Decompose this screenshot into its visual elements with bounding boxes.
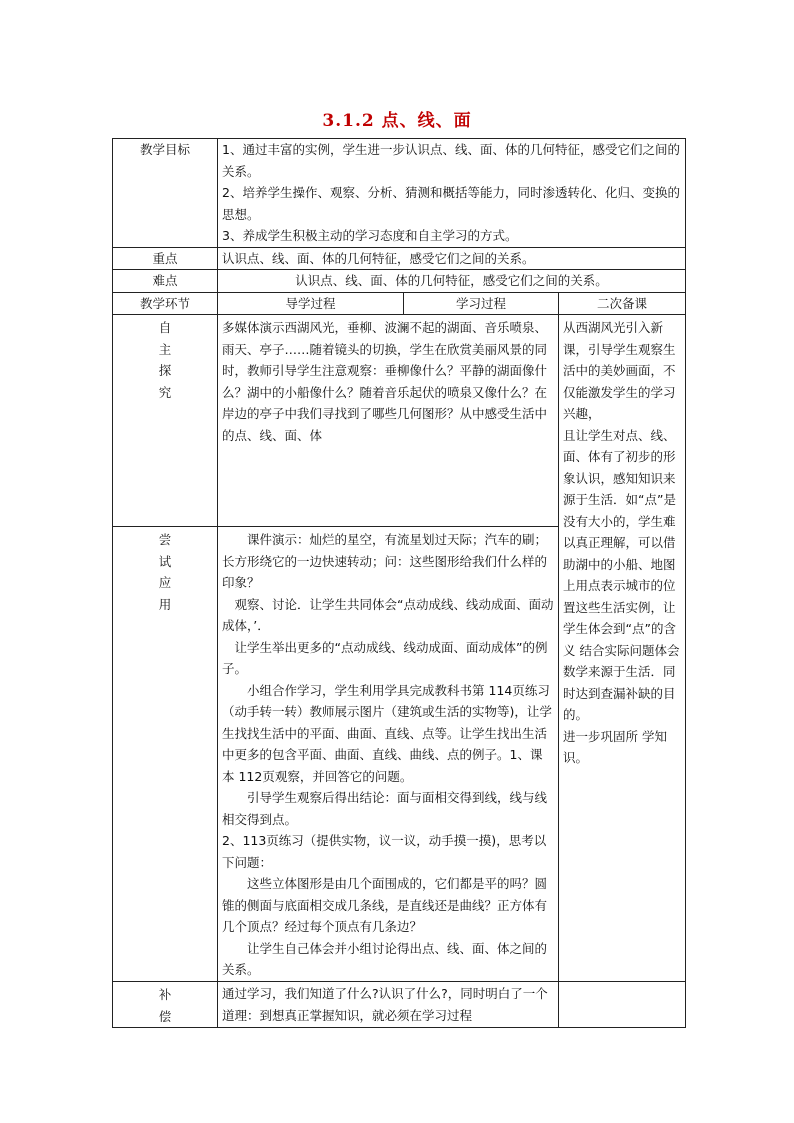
goals-label: 教学目标 [113,139,218,248]
goal-item: 1、通过丰富的实例，学生进一步认识点、线、面、体的几何特征，感受它们之间的关系。 [222,142,680,179]
goals-content [218,139,686,248]
note-main: 且让学生对点、线、面、体有了初步的形象认识，感知知识来源于生活．如“点”是没有大小的，学生难以真正理解，可以借助湖中的小船、地图上用点表示城市的位置这些生活实例，让学生体会到“点”的含义 结合实际问题体会数学来源于生活．同时达到查漏补缺的目的。 [563,427,680,722]
header-guide: 导学过程 [218,292,404,315]
compensate-content: 通过学习，我们知道了什么?认识了什么?，同时明白了一个道理：到想真正掌握知识，就必须在学习过程 [218,982,559,1028]
apply-para: 观察、讨论．让学生共同体会“点动成线、线动成面、面动成体，’． [222,596,554,633]
compensate-char: 补 [158,987,172,1002]
explore-char: 究 [158,384,172,400]
explore-char: 主 [158,341,172,357]
compensate-label [113,982,218,1028]
goal-item: 2、培养学生操作、观察、分析、猜测和概括等能力，同时渗透转化、化归、变换的思想。 [222,185,680,222]
difficulty-row [113,270,686,293]
apply-char: 尝 [158,532,172,547]
compensate-row [113,982,686,1028]
apply-label [113,527,218,982]
difficulty-text: 认识点、线、面、体的几何特征，感受它们之间的关系。 [218,270,686,293]
apply-char: 应 [158,575,172,590]
apply-para: 这些立体图形是由几个面围成的，它们都是平的吗？圆锥的侧面与底面相交成几条线，是直线还是曲线？正方体有几个顶点？经过每个顶点有几条边？ [222,876,548,934]
key-text: 认识点、线、面、体的几何特征，感受它们之间的关系。 [218,247,686,270]
explore-char: 探 [158,363,172,378]
goal-item: 3、养成学生积极主动的学习态度和自主学习的方式。 [222,228,518,243]
apply-char: 试 [158,553,172,569]
compensate-notes [559,982,686,1028]
apply-para: 小组合作学习，学生利用学具完成教科书第 114页练习（动手转一转）教师展示图片（建筑或生活的实物等)，让学生找找生活中的平面、曲面、直线、点等。让学生找出生活中更多的包含平面、曲面、直线、曲线、点的例子。1、课本 112页观察，并回答它的问题。 [222,682,552,784]
difficulty-label: 难点 [113,270,218,293]
key-row [113,247,686,270]
apply-para: 2、113页练习（提供实物，议一议，动手摸一摸)，思考以下问题： [222,833,547,870]
apply-para: 让学生自己体会并小组讨论得出点、线、面、体之间的关系。 [222,940,548,977]
goals-row [113,139,686,248]
header-notes: 二次备课 [559,292,686,315]
header-row [113,292,686,315]
page-title: 3.1.2 点、线、面 [322,111,472,131]
apply-para: 让学生举出更多的“点动成线、线动成面、面动成体”的例子。 [222,639,548,676]
key-label: 重点 [113,247,218,270]
lesson-plan-table [112,138,686,1028]
compensate-char: 偿 [158,1008,172,1024]
explore-row [113,315,686,527]
header-phase: 教学环节 [113,292,218,315]
apply-content [218,527,559,982]
note-consolidate: 进一步巩固所 学知识。 [563,728,667,765]
explore-char: 自 [158,320,172,335]
header-learn: 学习过程 [404,292,559,315]
apply-para: 课件演示：灿烂的星空，有流星划过天际；汽车的刷；长方形绕它的一边快速转动；问：这些图形给我们什么样的印象？ [222,532,548,590]
explore-content: 多媒体演示西湖风光，垂柳、波澜不起的湖面、音乐喷泉、雨天、亭子……随着镜头的切换，学生在欣赏美丽风景的同时，教师引导学生注意观察：垂柳像什么？平静的湖面像什么？湖中的小船像什么？随着音乐起伏的喷泉又像什么？在岸边的亭子中我们寻找到了哪些几何图形？从中感受生活中的点、线、面、体 [218,315,559,527]
apply-char: 用 [158,596,172,612]
apply-para: 引导学生观察后得出结论：面与面相交得到线，线与线相交得到点。 [222,790,548,827]
note-intro: 从西湖风光引入新课，引导学生观察生活中的美妙画面，不仅能激发学生的学习兴趣， [563,320,676,421]
notes-cell [559,315,686,982]
explore-label [113,315,218,527]
